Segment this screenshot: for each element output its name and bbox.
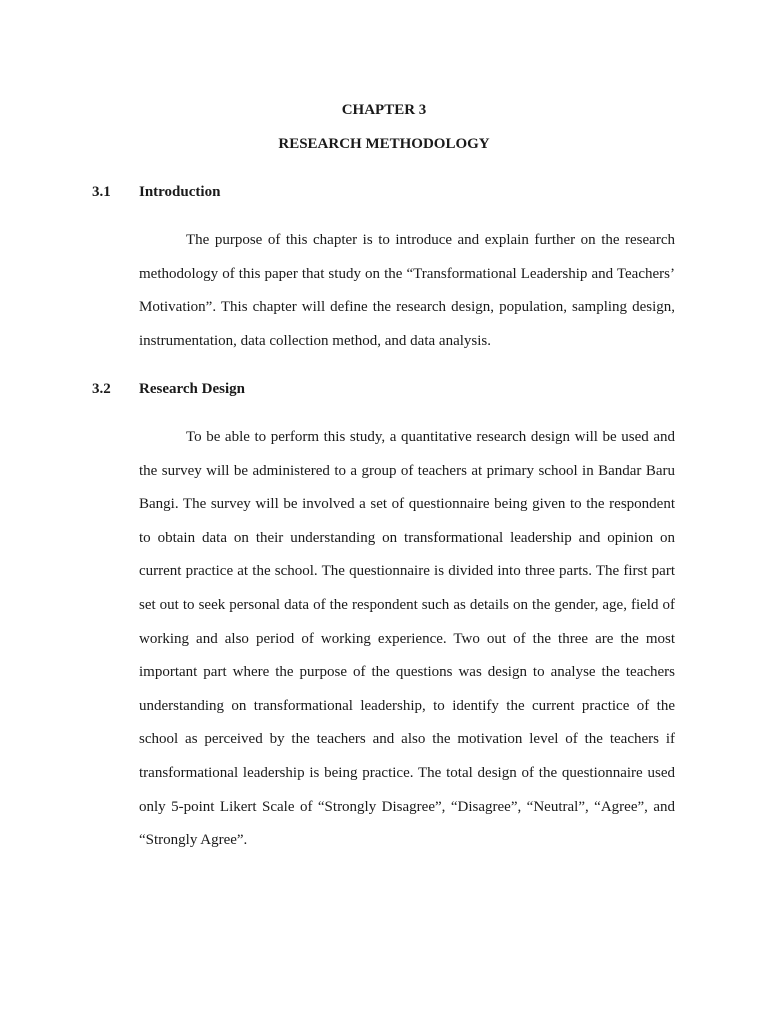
section-heading-introduction (92, 183, 220, 201)
research-design-paragraph: To be able to perform this study, a quantitative research design will be used and the survey will be administered to a group of teachers at primary school in Bandar Baru Bangi. The survey will be involved a set of questionnaire being given to the respondent to obtain data on their understanding on transformational leadership and opinion on current practice at the school. The questionnaire is divided into three parts. The first part set out to seek personal data of the respondent such as details on the gender, age, field of working and also period of working experience. Two out of the three are the most important part where the purpose of the questions was design to analyse the teachers understanding on transformational leadership, to identify the current practice of the school as perceived by the teachers and also the motivation level of the teachers if transformational leadership is being practice. The total design of the questionnaire used only 5-point Likert Scale of “Strongly Disagree”, “Disagree”, “Neutral”, “Agree”, and “Strongly Agree”. (139, 429, 675, 849)
introduction-paragraph: The purpose of this chapter is to introduce and explain further on the research methodology of this paper that study on the “Transformational Leadership and Teachers’ Motivation”. This chapter will define the research design, population, sampling design, instrumentation, data collection method, and data analysis. (139, 232, 675, 349)
section-number: 3.1 (92, 184, 111, 200)
section-title: Introduction (139, 184, 221, 200)
section-heading-research-design (92, 380, 245, 398)
section-number: 3.2 (92, 381, 111, 397)
chapter-title: RESEARCH METHODOLOGY (278, 136, 490, 152)
chapter-number: CHAPTER 3 (341, 102, 427, 118)
section-title: Research Design (139, 381, 245, 397)
